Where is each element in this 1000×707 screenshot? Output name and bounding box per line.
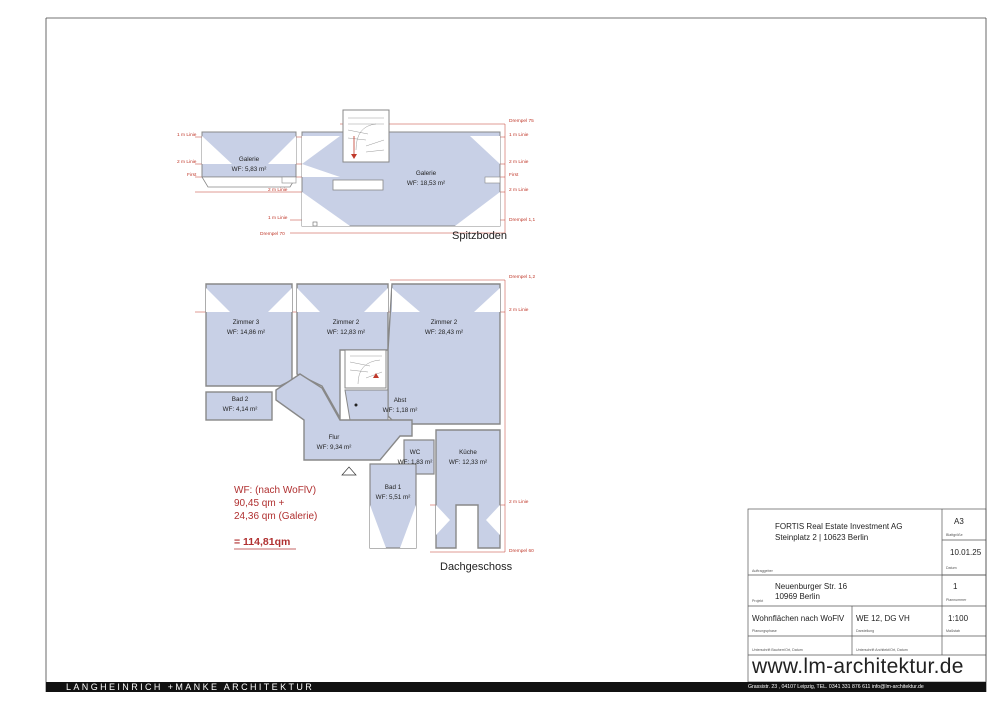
project-street: Neuenburger Str. 16 bbox=[775, 582, 848, 591]
dachgeschoss-title: Dachgeschoss bbox=[440, 561, 513, 573]
line-label: Drempel 75 bbox=[509, 119, 534, 124]
display-caption: Darstellung bbox=[856, 629, 875, 633]
summary-line: 24,36 qm (Galerie) bbox=[234, 511, 318, 522]
plan-content: Wohnflächen nach WoFlV bbox=[752, 614, 845, 623]
line-label: First bbox=[187, 173, 197, 178]
room-label: Zimmer 2 WF: 12,83 m² bbox=[326, 319, 366, 336]
line-label: 2 m Linie bbox=[509, 308, 529, 313]
firm-address: Grassistr. 23 , 04107 Leipzig, TEL. 0341 331 876 611 info@lm-architektur.de bbox=[748, 684, 924, 690]
format-caption: Blattgröße bbox=[946, 533, 963, 537]
line-label: 2 m Linie bbox=[509, 500, 529, 505]
project-city: 10969 Berlin bbox=[775, 592, 820, 601]
line-label: 2 m Linie bbox=[177, 160, 197, 165]
signature-architect-caption: Unterschrift Architekt/Ort, Datum bbox=[856, 648, 908, 652]
format-value: A3 bbox=[954, 517, 964, 526]
line-label: Drempel 60 bbox=[509, 549, 534, 554]
room-label: Flur WF: 9,34 m² bbox=[316, 434, 352, 451]
line-label: 1 m Linie bbox=[509, 133, 529, 138]
line-label: Drempel 1,2 bbox=[509, 275, 536, 280]
room-label: Zimmer 3 WF: 14,86 m² bbox=[226, 319, 266, 336]
client-name: FORTIS Real Estate Investment AG bbox=[775, 522, 903, 531]
line-label: 2 m Linie bbox=[268, 188, 288, 193]
date-value: 10.01.25 bbox=[950, 548, 982, 557]
display-value: WE 12, DG VH bbox=[856, 614, 910, 623]
summary-line: WF: (nach WoFlV) bbox=[234, 485, 317, 496]
line-label: 2 m Linie bbox=[509, 188, 529, 193]
room-label: Zimmer 2 WF: 28,43 m² bbox=[424, 319, 464, 336]
website-url: www.lm-architektur.de bbox=[752, 655, 964, 678]
room-label: Abst WF: 1,18 m² bbox=[382, 397, 418, 414]
line-label: 1 m Linie bbox=[268, 216, 288, 221]
scale-value: 1:100 bbox=[948, 614, 969, 623]
room-label: Galerie WF: 18,53 m² bbox=[406, 170, 446, 187]
spitzboden-title: Spitzboden bbox=[452, 230, 508, 242]
line-label: Drempel 70 bbox=[260, 232, 285, 237]
signature-owner-caption: Unterschrift Bauherr/Ort, Datum bbox=[752, 648, 803, 652]
date-caption: Datum bbox=[946, 566, 957, 570]
line-label: 2 m Linie bbox=[509, 160, 529, 165]
firm-name: LANGHEINRICH +MANKE ARCHITEKTUR bbox=[66, 682, 315, 692]
area-summary bbox=[234, 484, 317, 523]
plan-content-caption: Planungsphase bbox=[752, 629, 777, 633]
client-address: Steinplatz 2 | 10623 Berlin bbox=[775, 533, 869, 542]
client-caption: Auftraggeber bbox=[752, 569, 773, 573]
line-label: 1 m Linie bbox=[177, 133, 197, 138]
summary-line: 90,45 qm + bbox=[234, 498, 285, 509]
project-caption: Projekt bbox=[752, 599, 764, 603]
line-label: First bbox=[509, 173, 519, 178]
room-label: Küche WF: 12,33 m² bbox=[448, 449, 488, 466]
area-total: = 114,81qm bbox=[234, 536, 291, 548]
room-label: Galerie WF: 5,83 m² bbox=[231, 156, 267, 173]
plan-number-caption: Plannummer bbox=[946, 598, 967, 602]
room-label: WC WF: 1,83 m² bbox=[397, 449, 433, 466]
plan-number: 1 bbox=[953, 582, 958, 591]
room-label: Bad 2 WF: 4,14 m² bbox=[222, 396, 258, 413]
room-label: Bad 1 WF: 5,51 m² bbox=[375, 484, 411, 501]
scale-caption: Maßstab bbox=[946, 629, 960, 633]
line-label: Drempel 1,1 bbox=[509, 218, 536, 223]
